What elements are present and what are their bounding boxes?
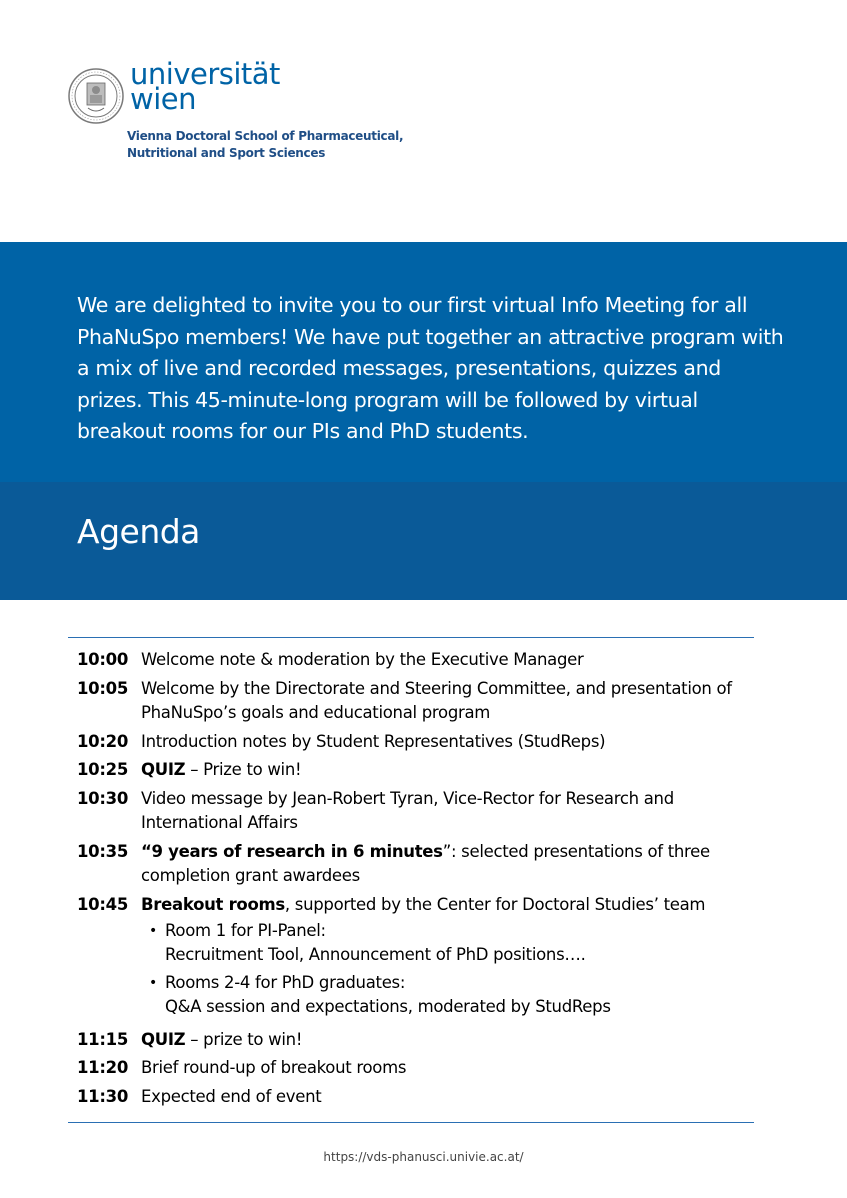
- school-name: [127, 128, 403, 162]
- intro-text: We are delighted to invite you to our first virtual Info Meeting for all PhaNuSpo members! We have put together an attractive program with a mix of live and recorded messages, presentations, quizzes and prizes. This 45-minute-long program will be followed by virtual breakout rooms for our PIs and PhD students.: [77, 293, 784, 444]
- agenda-text: Video message by Jean-Robert Tyran, Vice-Rector for Research and International Affairs: [141, 789, 674, 833]
- university-wordmark: [130, 57, 280, 116]
- agenda-item: [77, 730, 747, 754]
- breakout-room-details: Recruitment Tool, Announcement of PhD positions….: [165, 944, 586, 964]
- university-name-line2: wien: [130, 82, 196, 116]
- agenda-description: [141, 648, 747, 672]
- agenda-item: [77, 893, 747, 1023]
- agenda-item: [77, 677, 747, 725]
- agenda-emphasis: QUIZ: [141, 760, 186, 780]
- agenda-description: [141, 840, 747, 888]
- agenda-time: 10:30: [77, 789, 129, 809]
- agenda-time: 10:00: [77, 650, 129, 669]
- school-name-line2: Nutritional and Sport Sciences: [127, 146, 326, 160]
- agenda-time: 11:15: [77, 1029, 129, 1049]
- footer-url[interactable]: https://vds-phanusci.univie.ac.at/: [323, 1150, 524, 1164]
- university-name-line1: universität: [130, 57, 280, 91]
- university-seal-icon: [68, 68, 124, 124]
- agenda-time: 11:30: [77, 1087, 129, 1107]
- agenda-description: [141, 1028, 747, 1052]
- agenda-item: [77, 1056, 747, 1080]
- agenda-description: [141, 1056, 747, 1080]
- agenda-description: [141, 1085, 747, 1109]
- agenda-description: [141, 758, 747, 782]
- agenda-text: Welcome note & moderation by the Executive Manager: [141, 650, 584, 669]
- agenda-time: 10:20: [77, 731, 129, 751]
- agenda-description: [141, 677, 747, 725]
- agenda-time: 11:20: [77, 1058, 129, 1078]
- intro-banner: [0, 242, 847, 482]
- agenda-text: , supported by the Center for Doctoral Studies’ team: [284, 894, 706, 914]
- agenda-item: [77, 758, 747, 782]
- school-name-line1: Vienna Doctoral School of Pharmaceutical,: [127, 129, 404, 143]
- agenda-bottom-divider: [68, 1122, 754, 1123]
- agenda-text: Expected end of event: [141, 1087, 322, 1107]
- agenda-item: [77, 1028, 747, 1052]
- agenda-item: [77, 787, 747, 835]
- agenda-time: 10:05: [77, 678, 129, 698]
- agenda-text: – Prize to win!: [185, 760, 302, 780]
- agenda-emphasis: QUIZ: [141, 1029, 186, 1049]
- agenda-text: ”: selected presentations of three completion grant awardees: [141, 841, 710, 885]
- agenda-time: 10:25: [77, 760, 129, 780]
- bullet-icon: •: [149, 922, 157, 939]
- agenda-text: – prize to win!: [185, 1029, 303, 1049]
- agenda-list: [77, 648, 747, 1114]
- breakout-room-title: Room 1 for PI-Panel:: [165, 920, 326, 940]
- breakout-room-title: Rooms 2-4 for PhD graduates:: [165, 972, 406, 992]
- breakout-room-list: [149, 919, 747, 1019]
- agenda-time: 10:45: [77, 894, 129, 914]
- agenda-time: 10:35: [77, 841, 129, 861]
- agenda-description: [141, 730, 747, 754]
- agenda-text: Welcome by the Directorate and Steering Committee, and presentation of PhaNuSpo’s goals and educational program: [141, 678, 732, 722]
- agenda-item: [77, 840, 747, 888]
- agenda-band: [0, 482, 847, 600]
- agenda-item: [77, 1085, 747, 1109]
- agenda-emphasis: Breakout rooms: [141, 894, 285, 914]
- breakout-room-details: Q&A session and expectations, moderated by StudReps: [165, 996, 611, 1016]
- agenda-text: Brief round-up of breakout rooms: [141, 1058, 407, 1078]
- breakout-room-item: [149, 971, 747, 1019]
- breakout-room-item: [149, 919, 747, 967]
- agenda-item: [77, 648, 747, 672]
- agenda-description: [141, 787, 747, 835]
- agenda-text: Introduction notes by Student Representatives (StudReps): [141, 731, 606, 751]
- agenda-top-divider: [68, 637, 754, 638]
- agenda-title: Agenda: [77, 512, 200, 551]
- agenda-description: [141, 893, 747, 1023]
- agenda-emphasis: “9 years of research in 6 minutes: [141, 841, 443, 861]
- bullet-icon: •: [149, 974, 157, 991]
